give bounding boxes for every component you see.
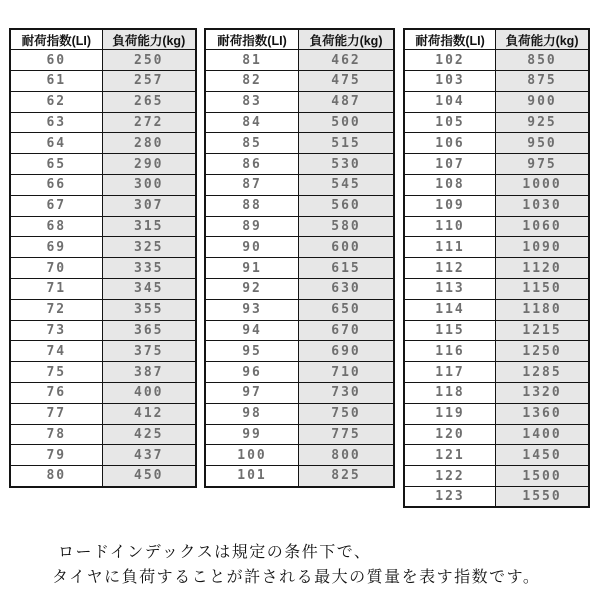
load-capacity-cell: 500	[299, 112, 394, 133]
load-capacity-cell: 400	[102, 383, 196, 404]
load-index-cell: 74	[10, 341, 102, 362]
load-index-table-102-123	[403, 28, 590, 508]
load-index-cell: 104	[404, 91, 496, 112]
load-index-cell: 111	[404, 237, 496, 258]
load-index-cell: 85	[205, 133, 299, 154]
load-capacity-cell: 300	[102, 175, 196, 196]
table-row	[10, 341, 196, 362]
load-index-table-81-101	[204, 28, 395, 488]
load-capacity-cell: 560	[299, 195, 394, 216]
table-row	[10, 133, 196, 154]
load-index-cell: 80	[10, 466, 102, 487]
load-index-table-60-80	[9, 28, 197, 488]
load-capacity-cell: 1320	[496, 383, 589, 404]
footer-note	[52, 540, 540, 590]
load-capacity-cell: 530	[299, 154, 394, 175]
load-index-cell: 73	[10, 320, 102, 341]
load-capacity-cell: 487	[299, 91, 394, 112]
table-row	[10, 279, 196, 300]
load-index-cell: 118	[404, 383, 496, 404]
load-capacity-cell: 1500	[496, 466, 589, 487]
table-row	[10, 195, 196, 216]
table-row	[205, 175, 394, 196]
load-capacity-cell: 280	[102, 133, 196, 154]
table-row	[404, 50, 589, 71]
load-capacity-cell: 1550	[496, 487, 589, 508]
load-capacity-cell: 775	[299, 424, 394, 445]
table-row	[205, 466, 394, 487]
load-capacity-cell: 355	[102, 299, 196, 320]
load-index-cell: 108	[404, 175, 496, 196]
load-index-cell: 70	[10, 258, 102, 279]
load-capacity-cell: 437	[102, 445, 196, 466]
table-row	[205, 112, 394, 133]
load-capacity-cell: 800	[299, 445, 394, 466]
table-row	[10, 50, 196, 71]
load-index-cell: 91	[205, 258, 299, 279]
load-index-cell: 86	[205, 154, 299, 175]
table-row	[10, 216, 196, 237]
table-row	[10, 466, 196, 487]
table-row	[10, 112, 196, 133]
table-row	[404, 154, 589, 175]
load-capacity-cell: 1450	[496, 445, 589, 466]
load-index-cell: 114	[404, 299, 496, 320]
load-index-cell: 92	[205, 279, 299, 300]
load-index-cell: 87	[205, 175, 299, 196]
table-row	[10, 154, 196, 175]
load-index-cell: 71	[10, 279, 102, 300]
table-row	[404, 216, 589, 237]
load-index-cell: 110	[404, 216, 496, 237]
load-capacity-cell: 1000	[496, 175, 589, 196]
load-index-cell: 82	[205, 71, 299, 92]
table-row	[205, 403, 394, 424]
load-capacity-cell: 1250	[496, 341, 589, 362]
load-index-cell: 100	[205, 445, 299, 466]
table-row	[404, 403, 589, 424]
table-row	[205, 195, 394, 216]
load-index-cell: 72	[10, 299, 102, 320]
load-index-cell: 107	[404, 154, 496, 175]
table-row	[205, 154, 394, 175]
load-capacity-cell: 315	[102, 216, 196, 237]
table-row	[404, 383, 589, 404]
load-capacity-cell: 515	[299, 133, 394, 154]
load-capacity-cell: 250	[102, 50, 196, 71]
load-index-cell: 102	[404, 50, 496, 71]
load-capacity-cell: 1285	[496, 362, 589, 383]
load-capacity-cell: 615	[299, 258, 394, 279]
load-index-cell: 90	[205, 237, 299, 258]
table-row	[10, 362, 196, 383]
table-row	[205, 91, 394, 112]
load-index-cell: 83	[205, 91, 299, 112]
load-index-cell: 89	[205, 216, 299, 237]
load-capacity-cell: 1150	[496, 279, 589, 300]
table-row	[205, 341, 394, 362]
load-capacity-cell: 425	[102, 424, 196, 445]
table-row	[404, 279, 589, 300]
load-capacity-cell: 257	[102, 71, 196, 92]
table-row	[10, 445, 196, 466]
load-index-cell: 98	[205, 403, 299, 424]
load-index-cell: 64	[10, 133, 102, 154]
load-index-cell: 113	[404, 279, 496, 300]
load-capacity-column-header: 負荷能力(kg)	[102, 29, 196, 50]
table-row	[404, 320, 589, 341]
load-index-cell: 84	[205, 112, 299, 133]
load-index-cell: 94	[205, 320, 299, 341]
table-row	[404, 71, 589, 92]
load-index-cell: 67	[10, 195, 102, 216]
load-capacity-cell: 290	[102, 154, 196, 175]
load-index-cell: 112	[404, 258, 496, 279]
table-row	[404, 237, 589, 258]
table-row	[10, 383, 196, 404]
load-index-cell: 103	[404, 71, 496, 92]
table-row	[205, 133, 394, 154]
load-capacity-cell: 900	[496, 91, 589, 112]
load-capacity-column-header: 負荷能力(kg)	[496, 29, 589, 50]
table-row	[404, 445, 589, 466]
load-index-column-header: 耐荷指数(LI)	[205, 29, 299, 50]
load-index-cell: 60	[10, 50, 102, 71]
table-row	[404, 362, 589, 383]
table-row	[404, 487, 589, 508]
load-capacity-cell: 750	[299, 403, 394, 424]
load-capacity-cell: 462	[299, 50, 394, 71]
table-row	[10, 403, 196, 424]
load-capacity-cell: 375	[102, 341, 196, 362]
load-index-cell: 101	[205, 466, 299, 487]
load-index-cell: 68	[10, 216, 102, 237]
load-index-cell: 78	[10, 424, 102, 445]
table-row	[10, 320, 196, 341]
load-index-cell: 88	[205, 195, 299, 216]
load-capacity-cell: 650	[299, 299, 394, 320]
load-index-cell: 105	[404, 112, 496, 133]
load-capacity-cell: 1180	[496, 299, 589, 320]
load-capacity-cell: 1090	[496, 237, 589, 258]
table-row	[10, 258, 196, 279]
load-index-cell: 95	[205, 341, 299, 362]
table-row	[404, 341, 589, 362]
table-row	[205, 299, 394, 320]
load-capacity-cell: 710	[299, 362, 394, 383]
table-row	[404, 175, 589, 196]
load-capacity-cell: 730	[299, 383, 394, 404]
table-row	[205, 362, 394, 383]
load-capacity-cell: 1030	[496, 195, 589, 216]
load-capacity-cell: 690	[299, 341, 394, 362]
load-index-cell: 96	[205, 362, 299, 383]
load-capacity-cell: 450	[102, 466, 196, 487]
footer-line-2: タイヤに負荷することが許される最大の質量を表す指数です。	[52, 569, 541, 586]
footer-line-1: ロードインデックスは規定の条件下で、	[58, 544, 372, 561]
table-row	[205, 279, 394, 300]
table-row	[404, 424, 589, 445]
table-row	[404, 133, 589, 154]
load-index-cell: 76	[10, 383, 102, 404]
load-capacity-column-header: 負荷能力(kg)	[299, 29, 394, 50]
table-row	[205, 445, 394, 466]
load-index-cell: 115	[404, 320, 496, 341]
load-capacity-cell: 307	[102, 195, 196, 216]
table-row	[205, 258, 394, 279]
table-row	[205, 50, 394, 71]
load-capacity-cell: 265	[102, 91, 196, 112]
load-index-cell: 117	[404, 362, 496, 383]
load-index-cell: 75	[10, 362, 102, 383]
load-index-column-header: 耐荷指数(LI)	[10, 29, 102, 50]
load-index-cell: 61	[10, 71, 102, 92]
load-capacity-cell: 475	[299, 71, 394, 92]
table-row	[10, 71, 196, 92]
load-index-cell: 63	[10, 112, 102, 133]
table-row	[10, 175, 196, 196]
load-index-cell: 62	[10, 91, 102, 112]
load-capacity-cell: 850	[496, 50, 589, 71]
load-capacity-cell: 925	[496, 112, 589, 133]
load-index-cell: 97	[205, 383, 299, 404]
load-capacity-cell: 630	[299, 279, 394, 300]
load-index-cell: 69	[10, 237, 102, 258]
load-index-cell: 116	[404, 341, 496, 362]
load-capacity-cell: 1215	[496, 320, 589, 341]
load-index-cell: 119	[404, 403, 496, 424]
table-row	[404, 466, 589, 487]
table-header-row	[10, 29, 196, 50]
table-row	[205, 424, 394, 445]
load-index-cell: 109	[404, 195, 496, 216]
load-capacity-cell: 387	[102, 362, 196, 383]
load-capacity-cell: 875	[496, 71, 589, 92]
table-row	[205, 320, 394, 341]
table-row	[404, 112, 589, 133]
load-index-cell: 106	[404, 133, 496, 154]
load-capacity-cell: 580	[299, 216, 394, 237]
table-header-row	[205, 29, 394, 50]
table-row	[10, 299, 196, 320]
table-row	[404, 299, 589, 320]
load-capacity-cell: 1360	[496, 403, 589, 424]
load-capacity-cell: 272	[102, 112, 196, 133]
load-index-cell: 66	[10, 175, 102, 196]
table-row	[404, 258, 589, 279]
load-capacity-cell: 335	[102, 258, 196, 279]
load-index-cell: 79	[10, 445, 102, 466]
load-index-cell: 122	[404, 466, 496, 487]
load-index-column-header: 耐荷指数(LI)	[404, 29, 496, 50]
load-capacity-cell: 950	[496, 133, 589, 154]
load-index-cell: 99	[205, 424, 299, 445]
table-row	[205, 216, 394, 237]
table-header-row	[404, 29, 589, 50]
load-capacity-cell: 365	[102, 320, 196, 341]
load-index-cell: 123	[404, 487, 496, 508]
table-row	[10, 424, 196, 445]
load-index-cell: 121	[404, 445, 496, 466]
table-row	[205, 71, 394, 92]
load-capacity-cell: 600	[299, 237, 394, 258]
load-index-cell: 81	[205, 50, 299, 71]
load-capacity-cell: 345	[102, 279, 196, 300]
load-index-cell: 120	[404, 424, 496, 445]
table-row	[205, 383, 394, 404]
load-capacity-cell: 975	[496, 154, 589, 175]
load-capacity-cell: 412	[102, 403, 196, 424]
load-index-cell: 93	[205, 299, 299, 320]
table-row	[10, 237, 196, 258]
load-capacity-cell: 670	[299, 320, 394, 341]
load-capacity-cell: 325	[102, 237, 196, 258]
load-index-cell: 77	[10, 403, 102, 424]
table-row	[10, 91, 196, 112]
load-capacity-cell: 545	[299, 175, 394, 196]
table-row	[205, 237, 394, 258]
table-row	[404, 195, 589, 216]
load-capacity-cell: 825	[299, 466, 394, 487]
load-capacity-cell: 1060	[496, 216, 589, 237]
load-capacity-cell: 1120	[496, 258, 589, 279]
table-row	[404, 91, 589, 112]
load-index-cell: 65	[10, 154, 102, 175]
load-capacity-cell: 1400	[496, 424, 589, 445]
